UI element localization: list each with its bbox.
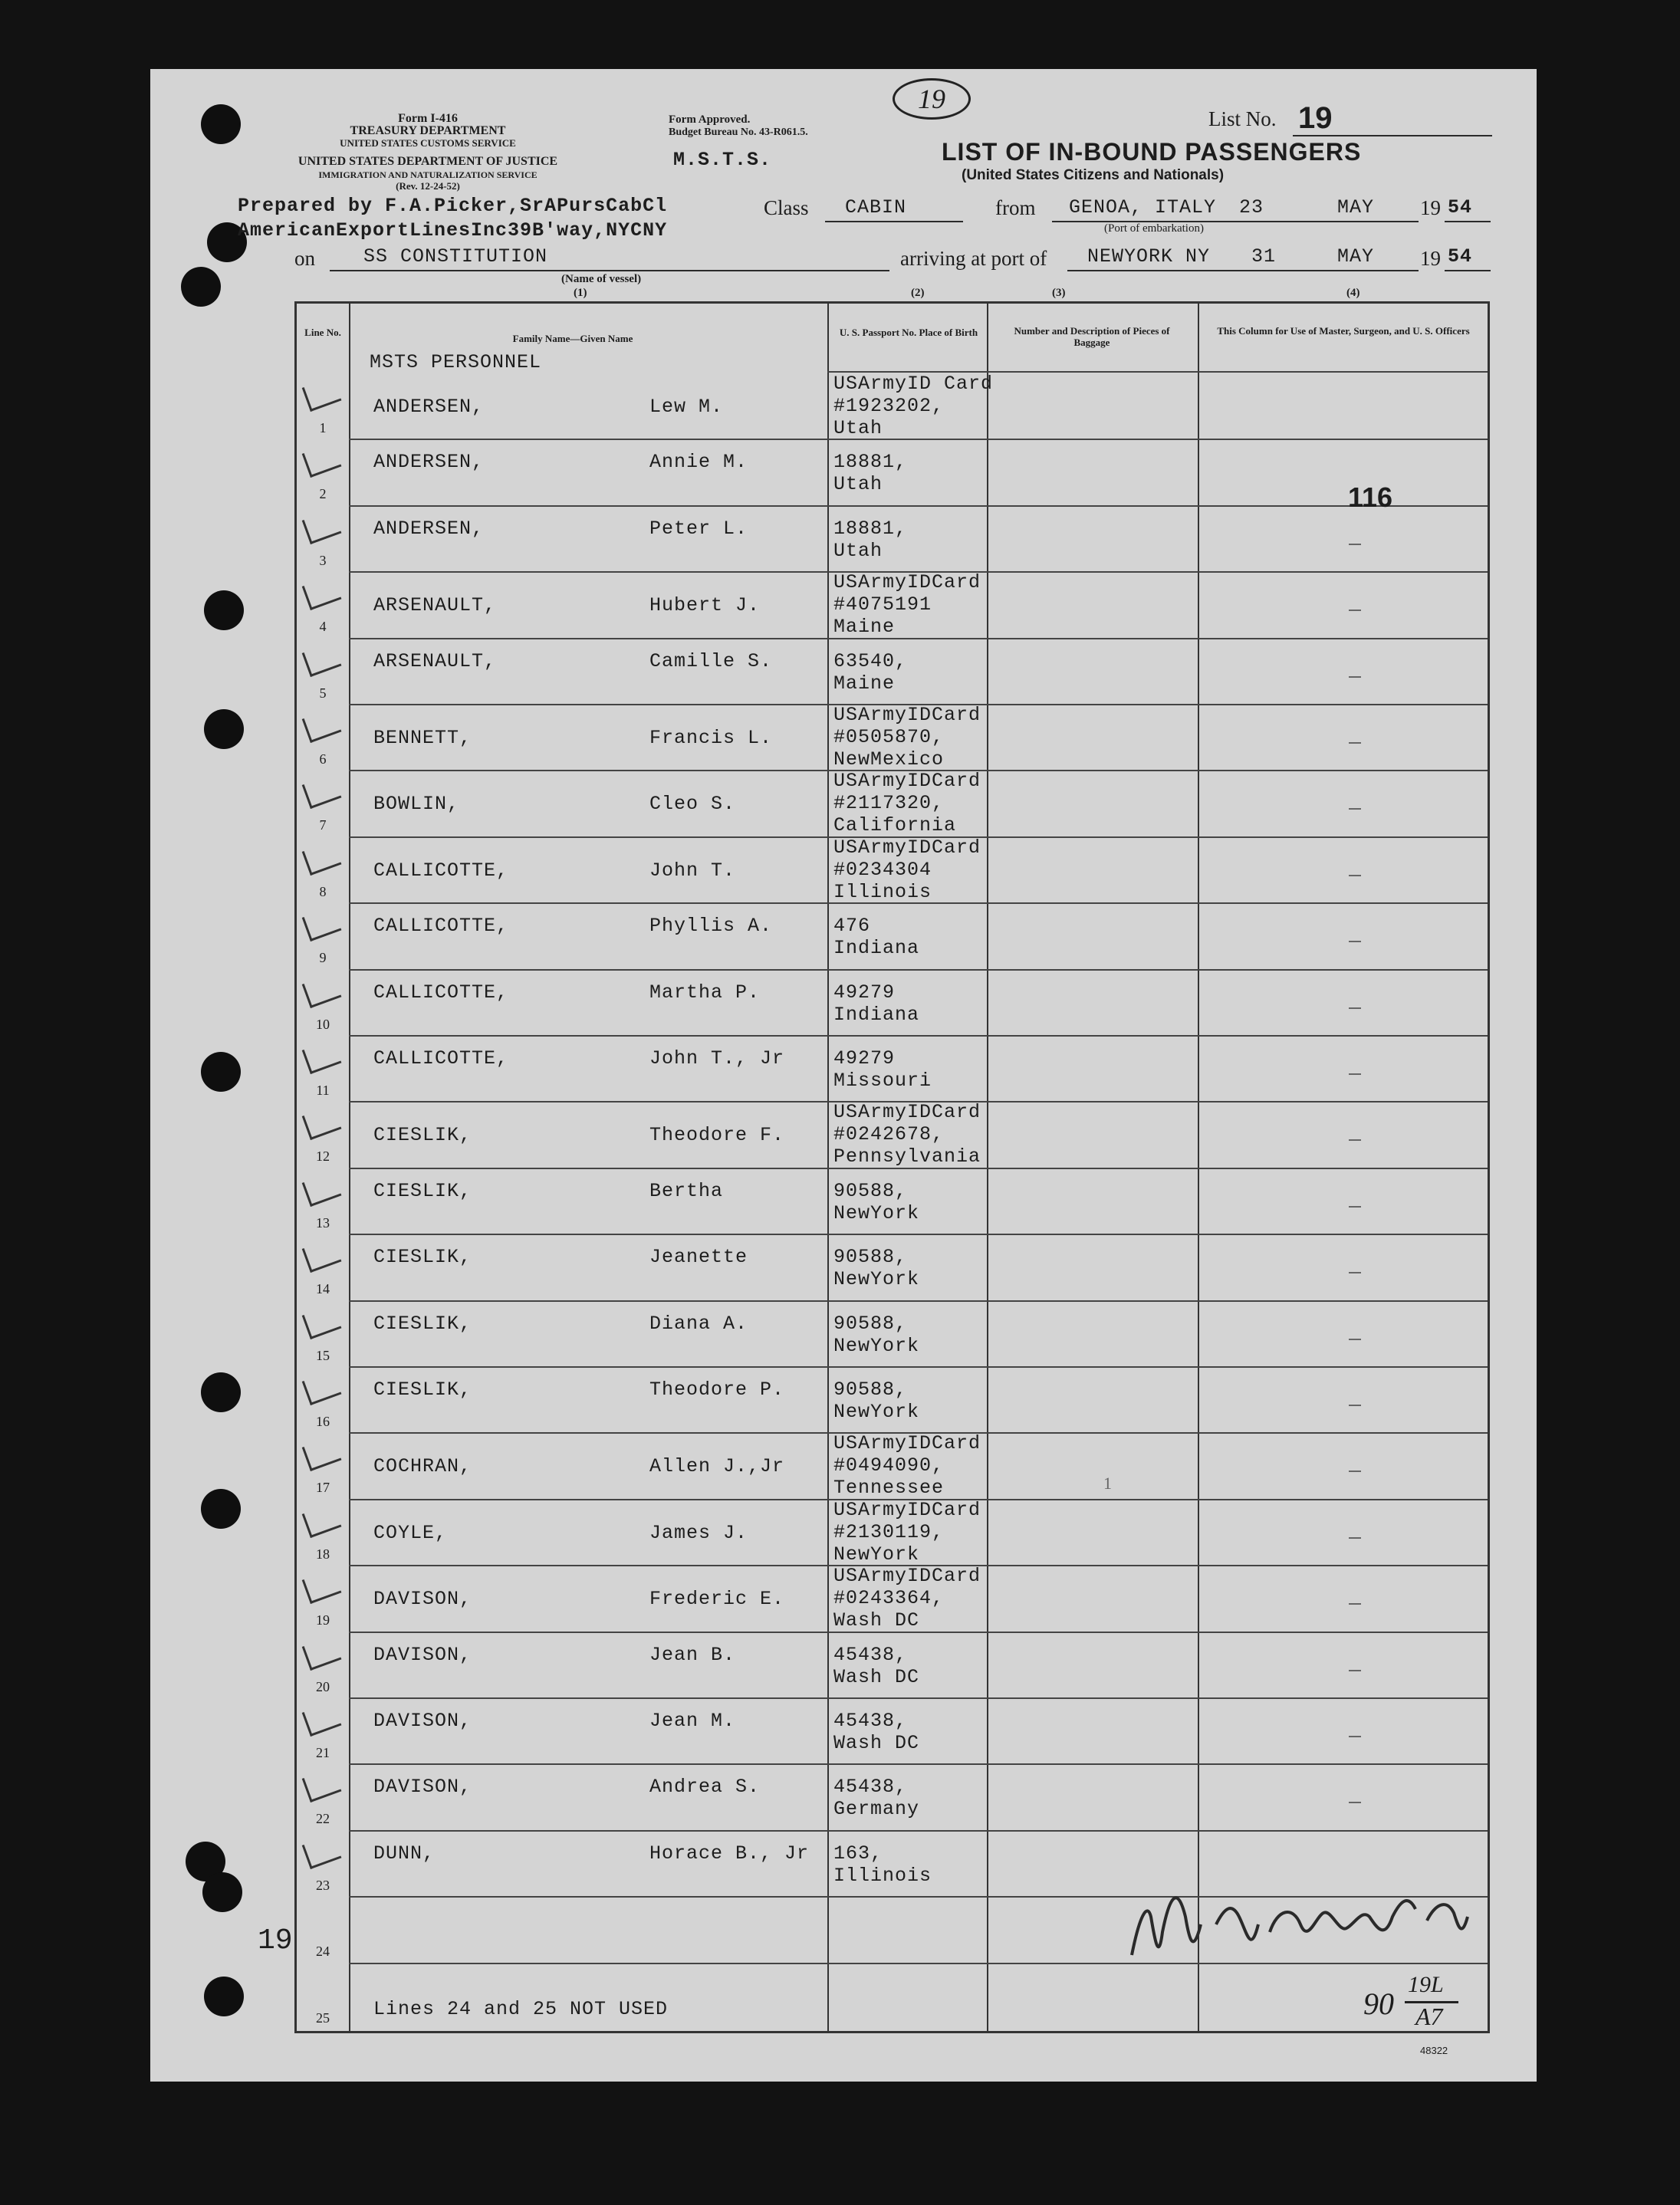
section-label: MSTS PERSONNEL — [370, 351, 542, 373]
family-name: CALLICOTTE, — [373, 1047, 509, 1070]
check-mark — [302, 1503, 342, 1538]
row-divider — [349, 1763, 1488, 1765]
line-number: 20 — [316, 1678, 330, 1694]
treasury-label: TREASURY DEPARTMENT — [350, 124, 506, 137]
passport-line: Indiana — [833, 1003, 920, 1026]
passport-line: #1923202, — [833, 395, 945, 417]
family-name: CIESLIK, — [373, 1124, 472, 1147]
given-name: Theodore F. — [649, 1124, 785, 1147]
passport-line: 49279 — [833, 981, 896, 1004]
family-name: DAVISON, — [373, 1643, 472, 1666]
family-name: ARSENAULT, — [373, 649, 497, 672]
bottom-mark-top: 19L — [1408, 1972, 1444, 1997]
passport-line: NewYork — [833, 1268, 920, 1291]
vessel-name: SS CONSTITUTION — [363, 245, 548, 268]
check-mark — [302, 1437, 342, 1472]
handwritten-signature — [1116, 1871, 1507, 2001]
check-mark — [302, 1834, 342, 1869]
form-subtitle: (United States Citizens and Nationals) — [962, 167, 1225, 183]
punch-hole — [201, 104, 241, 144]
passport-line: 63540, — [833, 649, 908, 672]
family-name: CIESLIK, — [373, 1246, 472, 1269]
given-name: Annie M. — [649, 451, 748, 474]
given-name: Jean B. — [649, 1643, 736, 1666]
stamp-number: 48322 — [1420, 2045, 1448, 2056]
passport-line: Utah — [833, 417, 883, 439]
check-mark — [302, 1370, 342, 1405]
from-day: 23 — [1239, 196, 1264, 219]
officer-dash-mark — [1349, 1537, 1361, 1539]
passport-line: #2117320, — [833, 792, 945, 815]
officer-dash-mark — [1349, 1073, 1361, 1075]
line-number: 17 — [316, 1480, 330, 1496]
passport-line: 90588, — [833, 1246, 908, 1269]
family-name: CALLICOTTE, — [373, 981, 509, 1004]
line-number: 3 — [319, 552, 327, 568]
officer-dash-mark — [1349, 1603, 1361, 1605]
passport-line: Germany — [833, 1798, 920, 1821]
row-divider — [349, 505, 1488, 507]
given-name: Frederic E. — [649, 1588, 785, 1611]
given-name: Camille S. — [649, 649, 773, 672]
line-number: 6 — [319, 751, 327, 767]
officer-dash-mark — [1349, 1471, 1361, 1472]
passport-line: Missouri — [833, 1070, 932, 1092]
punch-hole — [201, 1052, 241, 1092]
passport-line: #0234304 — [833, 858, 932, 881]
passport-line: USArmyIDCard — [833, 571, 981, 594]
officer-dash-mark — [1349, 808, 1361, 810]
row-divider — [349, 969, 1488, 971]
check-mark — [302, 1304, 342, 1339]
check-mark — [302, 708, 342, 743]
passport-line: USArmyIDCard — [833, 836, 981, 859]
officer-dash-mark — [1349, 1736, 1361, 1737]
family-name: CALLICOTTE, — [373, 915, 509, 938]
line-number: 21 — [316, 1745, 330, 1760]
check-mark — [302, 1768, 342, 1803]
family-name: COCHRAN, — [373, 1455, 472, 1478]
passenger-table — [294, 301, 1490, 2033]
baggage-col-number: (3) — [1052, 287, 1066, 299]
line-number: 1 — [319, 420, 327, 435]
passport-line: #2130119, — [833, 1520, 945, 1543]
passport-line: #0242678, — [833, 1123, 945, 1146]
given-name: Cleo S. — [649, 793, 736, 816]
family-name: ANDERSEN, — [373, 396, 485, 418]
immigration-label: IMMIGRATION AND NATURALIZATION SERVICE — [318, 169, 538, 180]
class-label: Class — [764, 196, 809, 219]
margin-number: 19 — [258, 1924, 293, 1957]
passport-line: Maine — [833, 616, 896, 639]
line-number: 15 — [316, 1347, 330, 1363]
from-label: from — [995, 196, 1036, 219]
officer-dash-mark — [1349, 610, 1361, 611]
from-place: GENOA, ITALY — [1069, 196, 1217, 219]
passport-line: NewMexico — [833, 748, 945, 771]
check-mark — [302, 1039, 342, 1074]
vessel-col-number: (1) — [574, 287, 587, 299]
officer-dash-mark — [1349, 1405, 1361, 1406]
given-name: Theodore P. — [649, 1379, 785, 1401]
on-label: on — [294, 247, 315, 270]
passport-line: #0494090, — [833, 1454, 945, 1477]
passport-line: Illinois — [833, 880, 932, 903]
officer-annotation: 116 — [1348, 481, 1393, 513]
customs-label: UNITED STATES CUSTOMS SERVICE — [340, 137, 516, 149]
passport-line: #0243364, — [833, 1587, 945, 1610]
line-number: 5 — [319, 685, 327, 701]
budget-bureau: Budget Bureau No. 43-R061.5. — [669, 127, 808, 138]
given-name: Diana A. — [649, 1312, 748, 1335]
line-number: 10 — [316, 1016, 330, 1032]
passport-line: 45438, — [833, 1643, 908, 1666]
passport-line: Tennessee — [833, 1477, 945, 1500]
officers-col-number: (4) — [1346, 287, 1360, 299]
given-name: Horace B., Jr — [649, 1842, 810, 1865]
passport-line: Indiana — [833, 937, 920, 960]
passport-line: 163, — [833, 1842, 883, 1865]
passport-line: #4075191 — [833, 593, 932, 616]
line-number: 4 — [319, 619, 327, 635]
officer-dash-mark — [1349, 544, 1361, 545]
line-number: 24 — [316, 1944, 330, 1960]
check-mark — [302, 973, 342, 1008]
check-mark — [302, 509, 342, 544]
form-title: LIST OF IN-BOUND PASSENGERS — [942, 138, 1362, 166]
check-mark — [302, 840, 342, 876]
officer-dash-mark — [1349, 875, 1361, 876]
msts-label: M.S.T.S. — [673, 149, 772, 171]
passport-line: Pennsylvania — [833, 1145, 981, 1168]
check-mark — [302, 1569, 342, 1604]
circled-list-number: 19 — [893, 78, 971, 120]
check-mark — [302, 1237, 342, 1273]
passport-line: USArmyIDCard — [833, 1565, 981, 1588]
given-name: John T. — [649, 859, 736, 882]
officer-dash-mark — [1349, 941, 1361, 942]
passport-line: USArmyIDCard — [833, 704, 981, 726]
check-mark — [302, 376, 342, 412]
vessel-note: (Name of vessel) — [561, 273, 642, 285]
passport-line: Maine — [833, 672, 896, 695]
row-divider — [349, 1300, 1488, 1302]
passport-line: 49279 — [833, 1047, 896, 1070]
passport-line: NewYork — [833, 1334, 920, 1357]
given-name: Andrea S. — [649, 1776, 761, 1799]
given-name: Jeanette — [649, 1246, 748, 1269]
passport-line: Wash DC — [833, 1732, 920, 1754]
from-month: MAY — [1337, 196, 1375, 219]
passport-line: California — [833, 814, 957, 837]
officer-dash-mark — [1349, 1139, 1361, 1141]
line-number: 18 — [316, 1546, 330, 1562]
given-name: Hubert J. — [649, 594, 761, 617]
passport-line: Utah — [833, 473, 883, 496]
check-mark — [302, 1635, 342, 1671]
line-number: 13 — [316, 1214, 330, 1231]
given-name: Martha P. — [649, 981, 761, 1004]
line-number: 19 — [316, 1612, 330, 1628]
col-name: Family Name—Given Name — [512, 333, 633, 344]
row-divider — [349, 439, 1488, 440]
family-name: CIESLIK, — [373, 1379, 472, 1401]
passport-line: Wash DC — [833, 1665, 920, 1688]
given-name: James J. — [649, 1521, 748, 1544]
officer-dash-mark — [1349, 742, 1361, 744]
document-sheet — [150, 69, 1537, 2082]
passport-line: 18881, — [833, 451, 908, 474]
family-name: COYLE, — [373, 1521, 448, 1544]
class-value: CABIN — [845, 196, 907, 219]
officer-dash-mark — [1349, 1206, 1361, 1208]
list-no-label: List No. — [1208, 107, 1277, 130]
officer-dash-mark — [1349, 1272, 1361, 1273]
given-name: Jean M. — [649, 1710, 736, 1732]
punch-hole — [204, 1977, 244, 2016]
prepared-by-address: AmericanExportLinesInc39B'way,NYCNY — [238, 219, 668, 242]
line-number: 25 — [316, 2009, 330, 2026]
passport-line: Illinois — [833, 1864, 932, 1887]
passport-line: NewYork — [833, 1543, 920, 1566]
officer-dash-mark — [1349, 1802, 1361, 1803]
family-name: DAVISON, — [373, 1710, 472, 1732]
line-number: 2 — [319, 486, 327, 502]
given-name: Phyllis A. — [649, 915, 773, 938]
arrival-year-suffix: 54 — [1448, 245, 1473, 268]
passport-line: Utah — [833, 539, 883, 562]
arriving-label: arriving at port of — [900, 247, 1047, 270]
family-name: CIESLIK, — [373, 1179, 472, 1202]
passport-line: NewYork — [833, 1201, 920, 1224]
passport-line: 45438, — [833, 1710, 908, 1732]
punch-hole — [204, 590, 244, 630]
revision-label: (Rev. 12-24-52) — [396, 180, 460, 192]
punch-hole — [181, 267, 221, 307]
passport-line: USArmyID Card — [833, 373, 994, 395]
family-name: BOWLIN, — [373, 793, 460, 816]
arrival-month: MAY — [1337, 245, 1375, 268]
family-name: ARSENAULT, — [373, 594, 497, 617]
officer-dash-mark — [1349, 1339, 1361, 1340]
col-passport: U. S. Passport No. Place of Birth — [839, 327, 978, 338]
passport-line: 90588, — [833, 1179, 908, 1202]
check-mark — [302, 906, 342, 941]
given-name: Peter L. — [649, 517, 748, 540]
line-number: 14 — [316, 1281, 330, 1297]
from-year-suffix: 54 — [1448, 196, 1473, 219]
family-name: ANDERSEN, — [373, 451, 485, 474]
given-name: Bertha — [649, 1179, 724, 1202]
family-name: ANDERSEN, — [373, 517, 485, 540]
footer-note: Lines 24 and 25 NOT USED — [373, 1998, 669, 2020]
officer-dash-mark — [1349, 1007, 1361, 1009]
form-number: Form I-416 — [398, 112, 458, 125]
row-divider — [349, 1697, 1488, 1699]
line-number: 12 — [316, 1149, 330, 1165]
passport-line: USArmyIDCard — [833, 1432, 981, 1455]
baggage-mark: 1 — [1103, 1474, 1112, 1493]
arrival-port: NEWYORK NY — [1087, 245, 1211, 268]
bottom-mark: 90 — [1363, 1986, 1394, 2021]
check-mark — [302, 642, 342, 677]
given-name: John T., Jr — [649, 1047, 785, 1070]
check-mark — [302, 443, 342, 478]
given-name: Lew M. — [649, 396, 724, 418]
arrival-year-prefix: 19 — [1420, 247, 1441, 270]
justice-label: UNITED STATES DEPARTMENT OF JUSTICE — [298, 155, 558, 168]
line-number: 7 — [319, 817, 327, 833]
punch-hole — [201, 1489, 241, 1529]
passport-line: 90588, — [833, 1312, 908, 1335]
from-year-prefix: 19 — [1420, 196, 1441, 219]
officer-dash-mark — [1349, 676, 1361, 678]
prepared-by: Prepared by F.A.Picker,SrAPursCabCl — [238, 195, 668, 217]
passport-line: Wash DC — [833, 1609, 920, 1632]
line-number: 16 — [316, 1414, 330, 1429]
check-mark — [302, 1701, 342, 1737]
row-divider — [349, 1234, 1488, 1235]
row-divider — [349, 1366, 1488, 1368]
check-mark — [302, 575, 342, 610]
passport-line: #0505870, — [833, 726, 945, 748]
check-mark — [302, 1172, 342, 1207]
given-name: Allen J.,Jr — [649, 1455, 785, 1478]
row-divider — [349, 1830, 1488, 1832]
passport-line: USArmyIDCard — [833, 1498, 981, 1521]
line-number: 9 — [319, 950, 327, 966]
officer-dash-mark — [1349, 1670, 1361, 1671]
row-divider — [349, 1035, 1488, 1037]
passport-line: NewYork — [833, 1401, 920, 1423]
col-officers: This Column for Use of Master, Surgeon, and U. S. Officers — [1217, 325, 1470, 337]
arrival-day: 31 — [1251, 245, 1277, 268]
line-number: 22 — [316, 1811, 330, 1827]
passport-line: 476 — [833, 915, 871, 938]
family-name: CALLICOTTE, — [373, 859, 509, 882]
form-approved: Form Approved. — [669, 113, 751, 126]
col-line-no: Line No. — [304, 327, 341, 338]
list-no-value: 19 — [1298, 101, 1333, 135]
col-baggage: Number and Description of Pieces of Baggage — [1014, 325, 1170, 348]
line-number: 11 — [316, 1083, 330, 1098]
line-number: 8 — [319, 883, 327, 899]
given-name: Francis L. — [649, 727, 773, 749]
passport-line: 18881, — [833, 517, 908, 540]
passport-line: USArmyIDCard — [833, 1101, 981, 1124]
family-name: CIESLIK, — [373, 1312, 472, 1335]
check-mark — [302, 774, 342, 810]
row-divider — [349, 638, 1488, 639]
family-name: DUNN, — [373, 1842, 436, 1865]
passport-col-number: (2) — [911, 287, 925, 299]
check-mark — [302, 1106, 342, 1141]
passport-line: 90588, — [833, 1379, 908, 1401]
embarkation-note: (Port of embarkation) — [1104, 222, 1204, 235]
passport-line: USArmyIDCard — [833, 770, 981, 793]
family-name: DAVISON, — [373, 1588, 472, 1611]
passport-line: 45438, — [833, 1776, 908, 1799]
family-name: DAVISON, — [373, 1776, 472, 1799]
family-name: BENNETT, — [373, 727, 472, 749]
punch-hole — [204, 709, 244, 749]
bottom-mark-lower: A7 — [1415, 2003, 1443, 2030]
punch-hole — [201, 1372, 241, 1412]
line-number: 23 — [316, 1877, 330, 1893]
punch-hole — [202, 1872, 242, 1912]
